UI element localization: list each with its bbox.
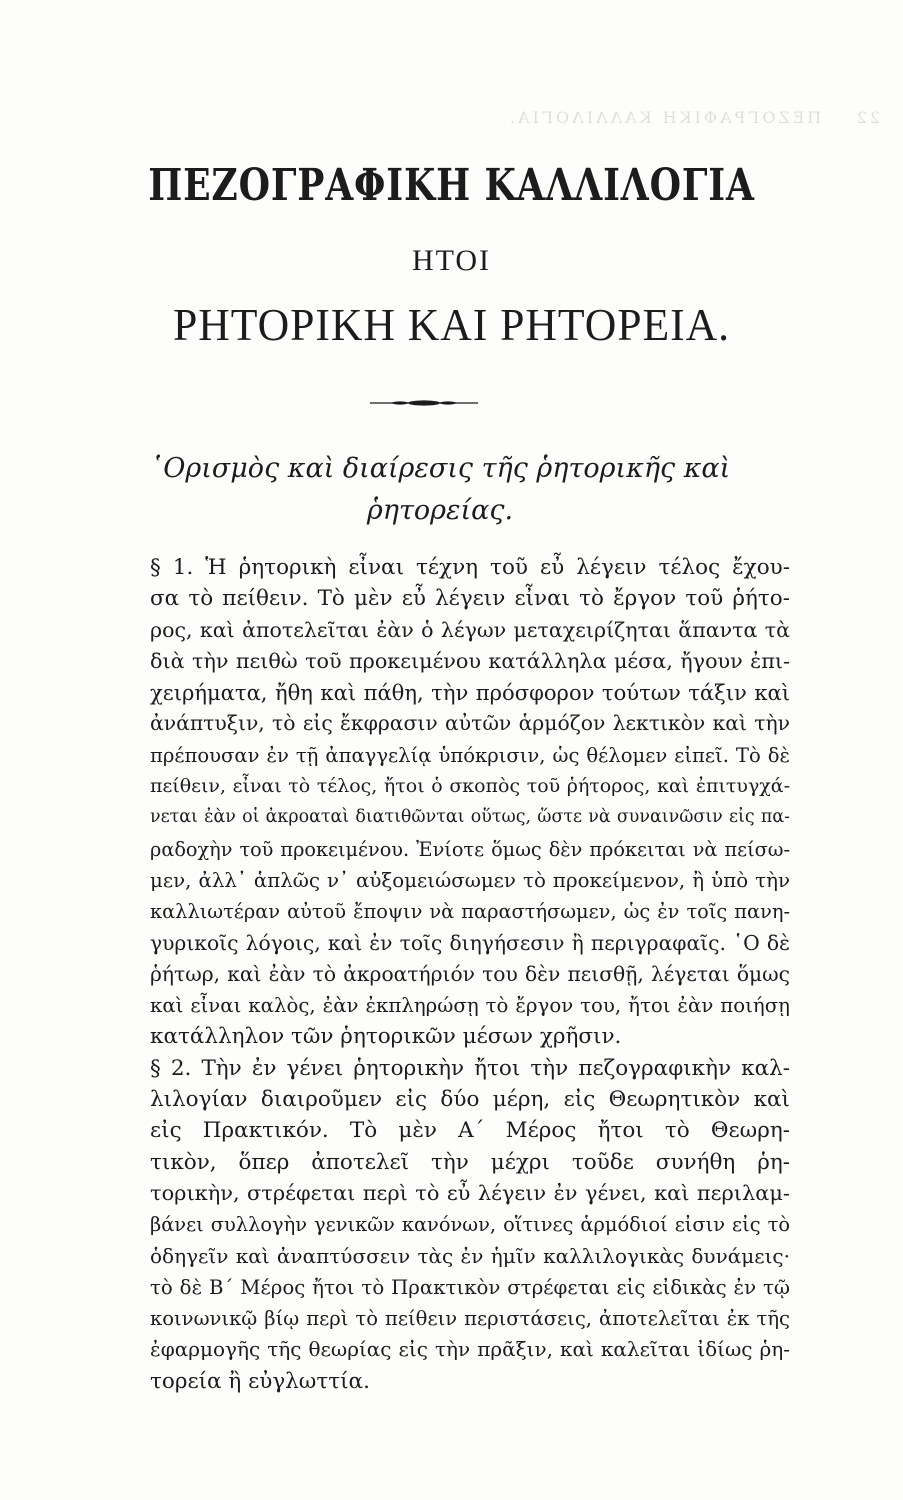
book-subtitle: ΡΗΤΟΡΙΚΗ ΚΑΙ ΡΗΤΟΡΕΙΑ. (172, 299, 731, 350)
book-title: ΠΕΖΟΓΡΑΦΙΚΗ ΚΑΛΛΙΛΟΓΙΑ (148, 160, 755, 211)
text-line: ὁδηγεῖν καὶ ἀναπτύσσειν τὰς ἐν ἡμῖν καλλιλογικὰς δυνάμεις· (150, 1243, 790, 1268)
text-line: ἀνάπτυξιν, τὸ εἰς ἔκφρασιν αὐτῶν ἁρμόζον λεκτικὸν καὶ τὴν (150, 711, 790, 736)
text-line: τορικὴν, στρέφεται περὶ τὸ εὖ λέγειν ἐν γένει, καὶ περιλαμ- (150, 1180, 790, 1205)
text-line: χειρήματα, ἤθη καὶ πάθη, τὴν πρόσφορον τούτων τάξιν καὶ (150, 680, 790, 706)
section-heading-line: ῾Ορισμὸς καὶ διαίρεσις τῆς ῥητορικῆς καὶ (149, 453, 731, 484)
text-line: μεν, ἀλλ᾽ ἁπλῶς ν᾽ αὐξομειώσωμεν τὸ προκείμενον, ἢ ὑπὸ τὴν (150, 868, 790, 892)
section-heading (120, 448, 760, 532)
paragraph-2 (150, 1053, 790, 1397)
title-conjunction: ΗΤΟΙ (411, 244, 492, 277)
text-line: § 1. Ἡ ῥητορικὴ εἶναι τέχνη τοῦ εὖ λέγειν τέλος ἔχου- (150, 555, 790, 580)
text-line: εἰς Πρακτικόν. Τὸ μὲν Α΄ Μέρος ἤτοι τὸ Θεωρη- (150, 1118, 790, 1144)
body-text (150, 552, 790, 1397)
text-line: ῥήτωρ, καὶ ἐὰν τὸ ἀκροατήριόν του δὲν πεισθῇ, λέγεται ὅμως (150, 961, 790, 986)
text-line: πρέπουσαν ἐν τῇ ἀπαγγελίᾳ ὑπόκρισιν, ὡς θέλομεν εἰπεῖ. Τὸ δὲ (150, 743, 790, 767)
text-line: κατάλληλον τῶν ῥητορικῶν μέσων χρῆσιν. (150, 1024, 622, 1050)
show-through-header: 22 ΠΕΖΟΓΡΑΦΙΚΗ ΚΑΛΛΙΛΟΓΙΑ. (506, 108, 880, 127)
section-heading-line: ῥητορείας. (366, 495, 514, 526)
text-line: ραδοχὴν τοῦ προκειμένου. Ἐνίοτε ὅμως δὲν πρόκειται νὰ πείσω- (150, 837, 790, 861)
text-line: διὰ τὴν πειθὼ τοῦ προκειμένου κατάλληλα μέσα, ἤγουν ἐπι- (150, 648, 790, 673)
text-line: καὶ εἶναι καλὸς, ἐὰν ἐκπληρώσῃ τὸ ἔργον του, ἤτοι ἐὰν ποιήσῃ (150, 994, 790, 1018)
text-line: ρος, καὶ ἀποτελεῖται ἐὰν ὁ λέγων μεταχειρίζηται ἅπαντα τὰ (150, 617, 790, 642)
text-line: βάνει συλλογὴν γενικῶν κανόνων, οἵτινες ἁρμόδιοί εἰσιν εἰς τὸ (150, 1213, 790, 1237)
text-line: γυρικοῖς λόγοις, καὶ ἐν τοῖς διηγήσεσιν ἢ περιγραφαῖς. ῾Ο δὲ (150, 930, 790, 955)
text-line: τορεία ἢ εὐγλωττία. (150, 1368, 370, 1394)
ornamental-rule (370, 399, 478, 407)
text-line: λιλογίαν διαιροῦμεν εἰς δύο μέρη, εἰς Θεωρητικὸν καὶ (150, 1087, 790, 1113)
text-line: σα τὸ πείθειν. Τὸ μὲν εὖ λέγειν εἶναι τὸ ἔργον τοῦ ῥήτο- (150, 586, 790, 612)
paragraph-1 (150, 552, 790, 1053)
text-line: καλλιωτέραν αὐτοῦ ἔποψιν νὰ παραστήσωμεν, ὡς ἐν τοῖς πανη- (150, 900, 790, 924)
text-line: νεται ἐὰν οἱ ἀκροαταὶ διατιθῶνται οὕτως, ὥστε νὰ συναινῶσιν εἰς πα- (150, 807, 790, 828)
text-line: πείθειν, εἶναι τὸ τέλος, ἤτοι ὁ σκοπὸς τοῦ ῥήτορος, καὶ ἐπιτυγχά- (150, 775, 790, 798)
text-line: κοινωνικῷ βίῳ περὶ τὸ πείθειν περιστάσεις, ἀποτελεῖται ἐκ τῆς (150, 1307, 790, 1331)
text-line: τικὸν, ὅπερ ἀποτελεῖ τὴν μέχρι τοῦδε συνήθη ῥη- (150, 1149, 790, 1175)
text-line: ἐφαρμογῆς τῆς θεωρίας εἰς τὴν πρᾶξιν, καὶ καλεῖται ἰδίως ῥη- (150, 1337, 790, 1362)
text-line: § 2. Τὴν ἐν γένει ῥητορικὴν ἤτοι τὴν πεζογραφικὴν καλ- (150, 1055, 790, 1081)
text-line: τὸ δὲ Β΄ Μέρος ἤτοι τὸ Πρακτικὸν στρέφεται εἰς εἰδικὰς ἐν τῷ (150, 1275, 790, 1299)
